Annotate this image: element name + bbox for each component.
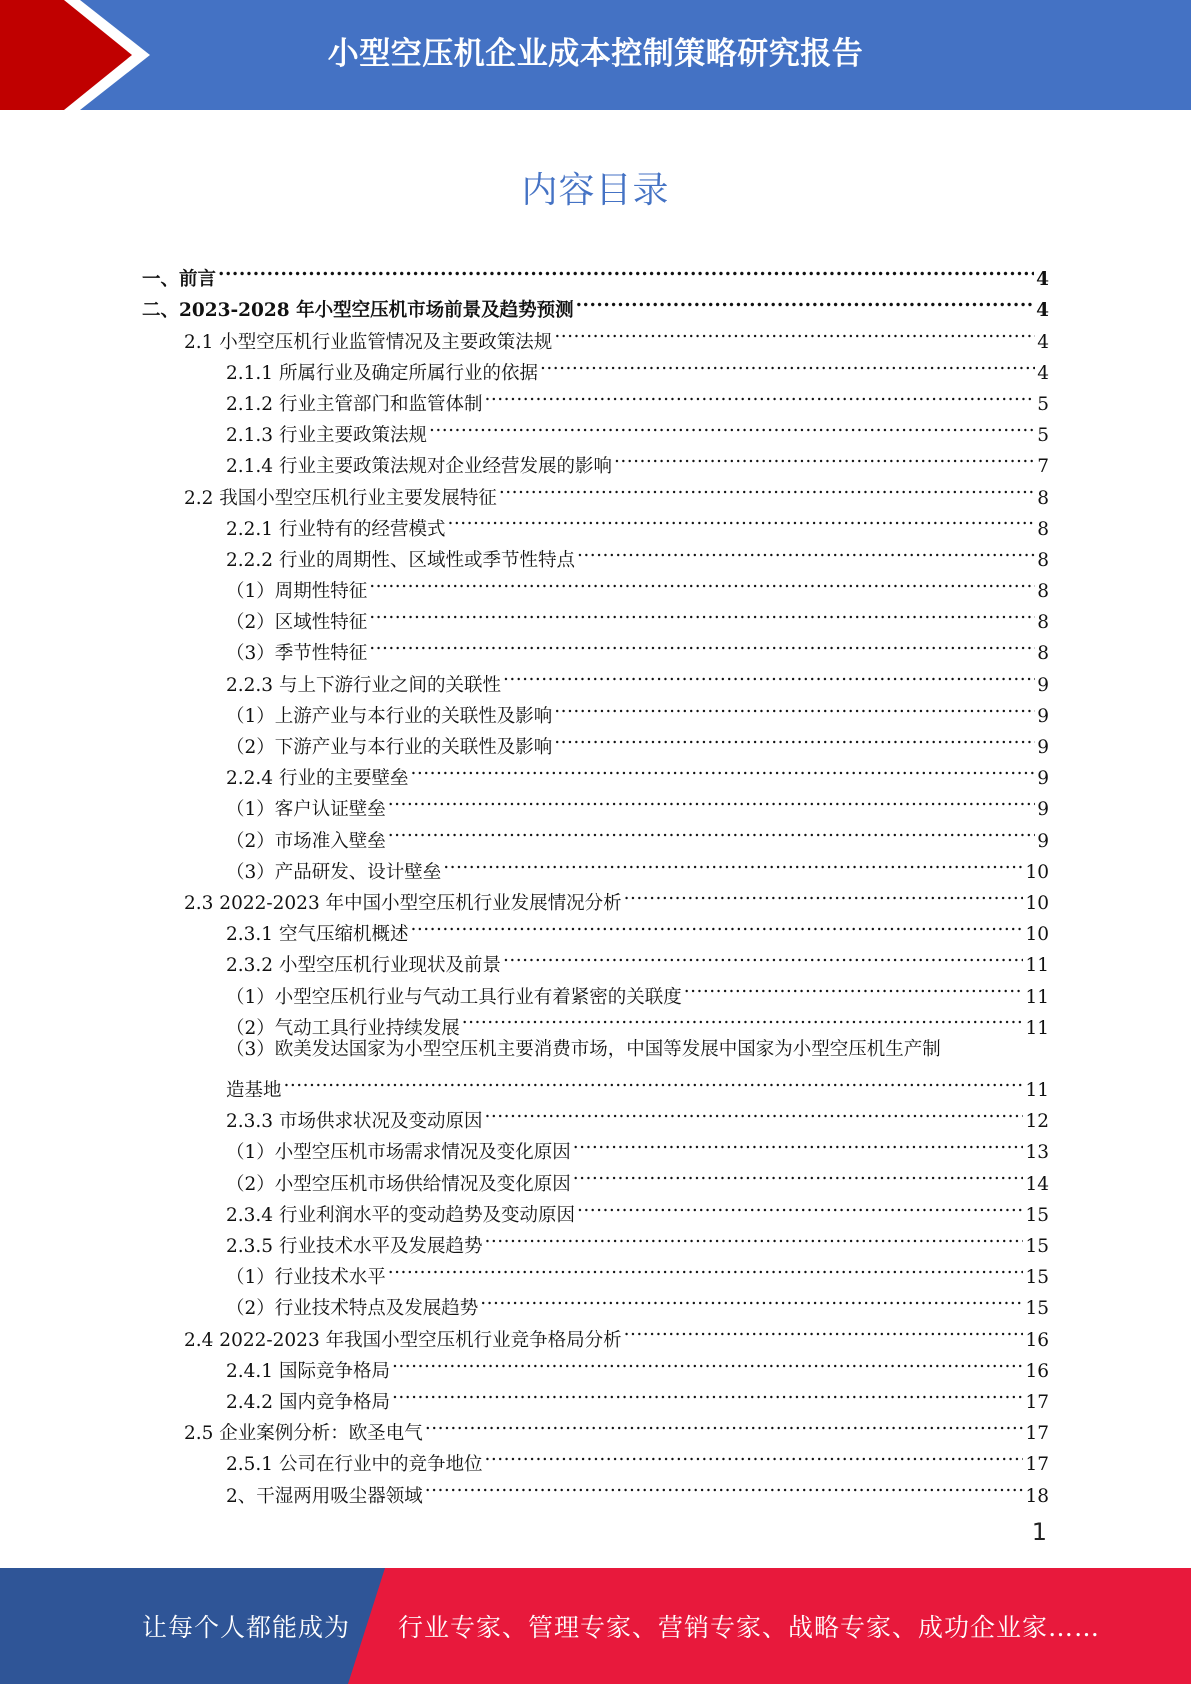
toc-leader-dots xyxy=(503,659,1035,690)
toc-entry-page: 17 xyxy=(1025,1454,1049,1476)
toc-leader-dots xyxy=(577,535,1035,566)
toc-entry-page: 10 xyxy=(1025,892,1049,914)
toc-entry-page: 15 xyxy=(1025,1298,1049,1320)
toc-leader-dots xyxy=(576,285,1035,316)
toc-leader-dots xyxy=(484,1096,1023,1127)
toc-entry-page: 8 xyxy=(1037,487,1049,509)
toc-entry[interactable] xyxy=(142,254,1049,291)
toc-leader-dots xyxy=(388,1252,1024,1283)
toc-entry-title: 2.4.1 国际竞争格局 xyxy=(226,1360,390,1382)
toc-entry-page: 9 xyxy=(1037,799,1049,821)
toc-leader-dots xyxy=(554,722,1035,753)
toc-entry-title: （3）季节性特征 xyxy=(226,643,368,665)
toc-entry-page: 4 xyxy=(1037,362,1049,384)
toc-entry-page: 4 xyxy=(1037,331,1049,353)
toc-entry-title: （2）行业技术特点及发展趋势 xyxy=(226,1298,479,1320)
toc-entry-page: 5 xyxy=(1037,425,1049,447)
toc-entry-page: 16 xyxy=(1025,1360,1049,1382)
toc-entry-title: （1）小型空压机市场需求情况及变化原因 xyxy=(226,1142,571,1164)
toc-entry-title: 2.1 小型空压机行业监管情况及主要政策法规 xyxy=(184,331,553,353)
toc-leader-dots xyxy=(388,784,1035,815)
toc-leader-dots xyxy=(554,316,1035,347)
toc-entry-title: 2.4 2022-2023 年我国小型空压机行业竞争格局分析 xyxy=(184,1329,622,1351)
toc-entry-title: 2.3.5 行业技术水平及发展趋势 xyxy=(226,1236,483,1257)
toc-entry-page: 15 xyxy=(1025,1204,1049,1226)
toc-leader-dots xyxy=(369,597,1035,628)
toc-entry-page: 4 xyxy=(1036,300,1049,322)
toc-entry-page: 16 xyxy=(1025,1329,1049,1351)
toc-entry-page: 5 xyxy=(1037,393,1049,415)
toc-leader-dots xyxy=(624,1314,1024,1345)
toc-leader-dots xyxy=(577,1190,1023,1221)
toc-entry-title: 2.2.1 行业特有的经营模式 xyxy=(226,518,446,540)
toc-entry-title: （1）行业技术水平 xyxy=(226,1267,386,1289)
toc-entry-title: 2.5.1 公司在行业中的竞争地位 xyxy=(226,1454,483,1476)
toc-entry-page: 9 xyxy=(1037,737,1049,758)
toc-entry-page: 4 xyxy=(1036,269,1049,291)
toc-entry-title: 2.1.3 行业主要政策法规 xyxy=(226,425,427,447)
toc-entry-title: 2.2.4 行业的主要壁垒 xyxy=(226,768,409,790)
toc-leader-dots xyxy=(425,1470,1024,1501)
page-number: 1 xyxy=(1031,1518,1047,1546)
toc-entry-page: 9 xyxy=(1037,830,1049,852)
toc-leader-dots xyxy=(480,1283,1023,1314)
toc-entry-title: 2.4.2 国内竞争格局 xyxy=(226,1391,390,1413)
toc-leader-dots xyxy=(484,1221,1023,1252)
toc-entry-page: 8 xyxy=(1037,549,1049,571)
toc-entry-title: 2.3.3 市场供求状况及变动原因 xyxy=(226,1111,483,1133)
toc-entry-page: 17 xyxy=(1025,1423,1049,1445)
toc-leader-dots xyxy=(429,410,1035,441)
toc-entry-page: 15 xyxy=(1025,1236,1049,1257)
toc-entry-page: 14 xyxy=(1025,1173,1049,1195)
toc-leader-dots xyxy=(443,847,1023,878)
toc-entry-page: 13 xyxy=(1025,1142,1049,1164)
toc-entry-title: 一、前言 xyxy=(142,269,217,291)
toc-leader-dots xyxy=(410,753,1035,784)
toc-entry-title: 2.2 我国小型空压机行业主要发展特征 xyxy=(184,487,497,509)
toc-entry-title: （2）气动工具行业持续发展 xyxy=(226,1017,460,1039)
toc-leader-dots xyxy=(624,878,1024,909)
toc-leader-dots xyxy=(388,815,1035,846)
toc-entry-title: 2、干湿两用吸尘器领域 xyxy=(226,1485,423,1507)
toc-entry-title: 2.1.1 所属行业及确定所属行业的依据 xyxy=(226,362,538,384)
toc-leader-dots xyxy=(369,628,1035,659)
toc-leader-dots xyxy=(447,504,1035,535)
toc-entry-page: 11 xyxy=(1025,986,1049,1008)
toc-leader-dots xyxy=(684,971,1024,1002)
toc-entry-title: （2）区域性特征 xyxy=(226,612,368,634)
toc-entry-title: （1）周期性特征 xyxy=(226,581,368,603)
toc-entry-page: 11 xyxy=(1025,1080,1049,1102)
toc-entry-title: 二、2023-2028 年小型空压机市场前景及趋势预测 xyxy=(142,300,574,322)
toc-leader-dots xyxy=(484,379,1035,410)
toc-entry-page: 15 xyxy=(1025,1267,1049,1289)
toc-entry-title: （2）市场准入壁垒 xyxy=(226,830,386,852)
toc-entry-title: （1）小型空压机行业与气动工具行业有着紧密的关联度 xyxy=(226,986,682,1008)
toc-entry-title: 2.3.4 行业利润水平的变动趋势及变动原因 xyxy=(226,1204,575,1226)
toc-leader-dots xyxy=(284,1065,1024,1096)
toc-entry-page: 10 xyxy=(1025,861,1049,883)
toc-entry-title: （2）小型空压机市场供给情况及变化原因 xyxy=(226,1173,571,1195)
toc-entry-page: 8 xyxy=(1037,581,1049,603)
toc-entry-title: 2.3.1 空气压缩机概述 xyxy=(226,924,409,946)
toc-entry-page: 10 xyxy=(1025,924,1049,946)
footer-slogan-right: 行业专家、管理专家、营销专家、战略专家、成功企业家…… xyxy=(398,1613,1101,1642)
toc-leader-dots xyxy=(218,254,1034,285)
toc-entry-title: （3）欧美发达国家为小型空压机主要消费市场，中国等发展中国家为小型空压机生产制 xyxy=(226,1038,941,1060)
toc-entry-title: 2.3 2022-2023 年中国小型空压机行业发展情况分析 xyxy=(184,892,622,914)
toc-leader-dots xyxy=(484,1439,1023,1470)
toc-entry-title-continued: 造基地 xyxy=(226,1080,282,1102)
toc-leader-dots xyxy=(499,472,1035,503)
toc-entry-page: 9 xyxy=(1037,705,1049,727)
toc-leader-dots xyxy=(392,1346,1023,1377)
toc-entry-title: （3）产品研发、设计壁垒 xyxy=(226,861,442,883)
toc-entry-page: 9 xyxy=(1037,674,1049,696)
toc-leader-dots xyxy=(410,909,1023,940)
toc-entry-title: 2.3.2 小型空压机行业现状及前景 xyxy=(226,955,501,977)
toc-entry-title: 2.2.2 行业的周期性、区域性或季节性特点 xyxy=(226,549,575,571)
table-of-contents xyxy=(142,254,1049,1507)
footer-slogan-left: 让每个人都能成为 xyxy=(142,1613,351,1642)
toc-leader-dots xyxy=(425,1408,1024,1439)
footer-banner xyxy=(0,1568,1191,1684)
toc-entry-page: 8 xyxy=(1037,518,1049,540)
header-banner xyxy=(0,0,1191,110)
toc-leader-dots xyxy=(614,441,1035,472)
toc-entry-page: 8 xyxy=(1037,612,1049,634)
toc-leader-dots xyxy=(369,566,1035,597)
toc-entry-page: 8 xyxy=(1037,643,1049,665)
report-title: 小型空压机企业成本控制策略研究报告 xyxy=(327,35,864,72)
toc-entry-page: 18 xyxy=(1025,1485,1049,1507)
toc-entry-title: （1）上游产业与本行业的关联性及影响 xyxy=(226,705,553,727)
toc-entry-title: 2.1.4 行业主要政策法规对企业经营发展的影响 xyxy=(226,456,612,478)
toc-entry-title: （2）下游产业与本行业的关联性及影响 xyxy=(226,737,553,758)
toc-leader-dots xyxy=(573,1158,1024,1189)
toc-entry-page: 11 xyxy=(1025,1017,1049,1039)
toc-entry-page: 11 xyxy=(1025,955,1049,977)
toc-entry-title: 2.5 企业案例分析：欧圣电气 xyxy=(184,1423,423,1445)
toc-entry-title: （1）客户认证壁垒 xyxy=(226,799,386,821)
toc-leader-dots xyxy=(573,1127,1024,1158)
toc-entry-page: 7 xyxy=(1037,456,1049,478)
toc-entry-page: 9 xyxy=(1037,768,1049,790)
toc-leader-dots xyxy=(540,348,1035,379)
toc-entry[interactable] xyxy=(142,1034,1049,1102)
toc-entry-title: 2.1.2 行业主管部门和监管体制 xyxy=(226,393,483,415)
toc-leader-dots xyxy=(503,940,1023,971)
toc-leader-dots xyxy=(392,1377,1023,1408)
toc-entry[interactable] xyxy=(142,285,1049,322)
toc-heading: 内容目录 xyxy=(521,170,670,211)
toc-leader-dots xyxy=(462,1003,1024,1034)
toc-leader-dots xyxy=(554,691,1035,722)
toc-entry-title: 2.2.3 与上下游行业之间的关联性 xyxy=(226,674,501,696)
toc-entry-page: 17 xyxy=(1025,1391,1049,1413)
toc-entry-page: 12 xyxy=(1025,1111,1049,1133)
